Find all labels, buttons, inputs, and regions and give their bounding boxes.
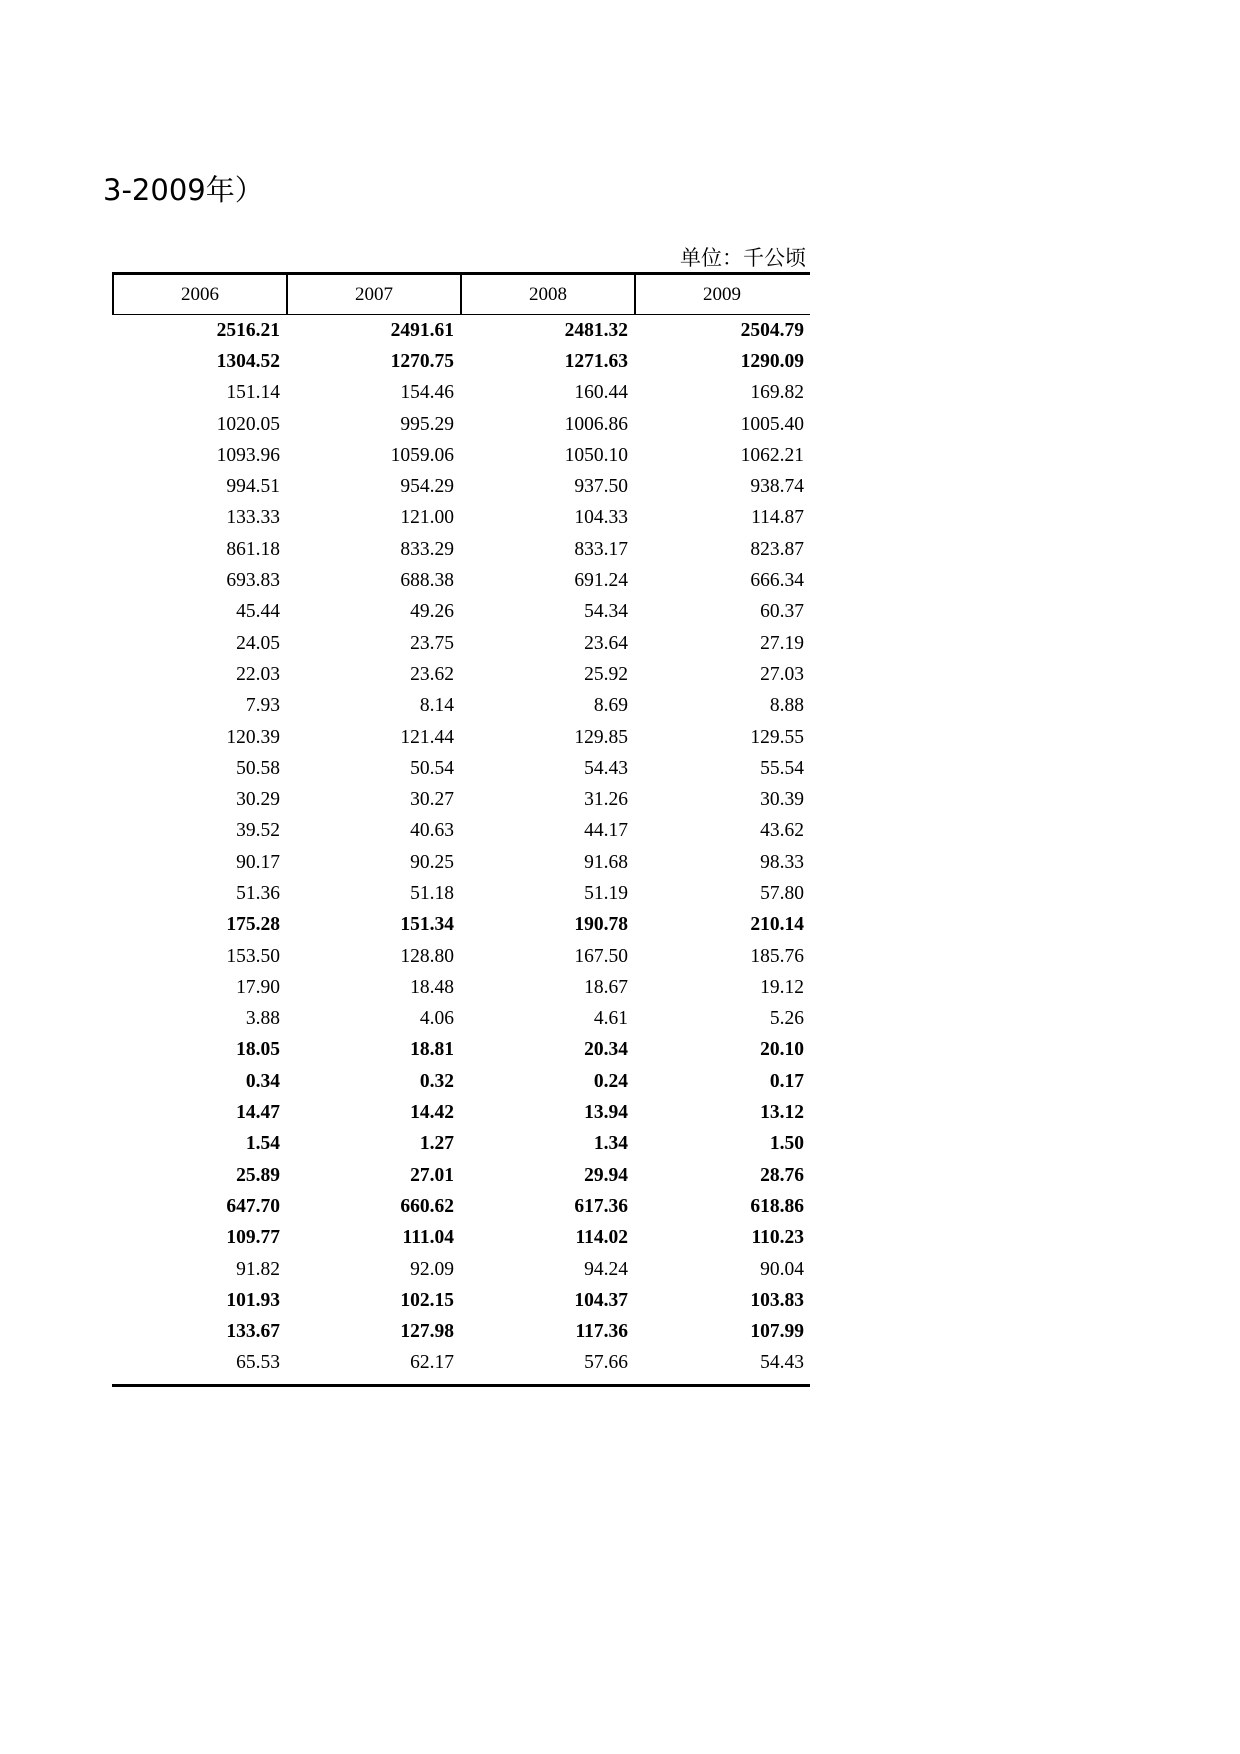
table-cell: 833.29 [400,538,454,560]
table-cell: 30.39 [760,789,804,811]
table-row [112,1223,810,1254]
table-row [112,816,810,847]
table-cell: 109.77 [226,1227,280,1249]
table-cell: 14.42 [410,1102,454,1124]
table-cell: 57.66 [584,1352,628,1374]
table-cell: 937.50 [574,476,628,498]
table-row [112,972,810,1003]
table-row [112,565,810,596]
table-row [112,722,810,753]
table-cell: 90.17 [236,851,280,873]
table-cell: 17.90 [236,976,280,998]
table-cell: 833.17 [574,538,628,560]
table-cell: 8.14 [419,695,454,717]
table-cell: 1062.21 [740,444,804,466]
table-cell: 39.52 [236,820,280,842]
table-row [112,1160,810,1191]
table-cell: 693.83 [226,570,280,592]
table-cell: 114.02 [575,1227,628,1249]
table-cell: 647.70 [226,1195,280,1217]
table-row [112,1129,810,1160]
table-cell: 0.34 [245,1070,280,1092]
table-cell: 104.33 [574,507,628,529]
table-cell: 104.37 [574,1289,628,1311]
table-cell: 1005.40 [740,413,804,435]
table-row [112,315,810,346]
table-row [112,1066,810,1097]
table-row [112,534,810,565]
table-row [112,784,810,815]
table-cell: 954.29 [400,476,454,498]
table-cell: 31.26 [584,789,628,811]
table-cell: 51.19 [584,882,628,904]
table-cell: 129.85 [574,726,628,748]
table-row [112,1317,810,1348]
column-header: 2007 [288,275,462,314]
table-row [112,378,810,409]
table-cell: 50.54 [410,757,454,779]
table-cell: 50.58 [236,757,280,779]
table-cell: 24.05 [236,632,280,654]
table-row [112,753,810,784]
table-cell: 25.89 [236,1164,280,1186]
table-cell: 18.48 [410,976,454,998]
table-cell: 27.19 [760,632,804,654]
table-cell: 1006.86 [564,413,628,435]
table-cell: 91.68 [584,851,628,873]
table-row [112,1285,810,1316]
table-cell: 30.27 [410,789,454,811]
table-cell: 666.34 [750,570,804,592]
table-row [112,597,810,628]
table-cell: 1059.06 [390,444,454,466]
table-cell: 65.53 [236,1352,280,1374]
table-cell: 13.12 [760,1102,804,1124]
table-cell: 92.09 [410,1258,454,1280]
table-cell: 1.54 [245,1133,280,1155]
table-cell: 107.99 [750,1321,804,1343]
table-cell: 660.62 [400,1195,454,1217]
table-row [112,1035,810,1066]
column-header: 2006 [114,275,288,314]
table-cell: 23.64 [584,632,628,654]
table-cell: 29.94 [584,1164,628,1186]
table-cell: 151.34 [400,914,454,936]
table-cell: 129.55 [750,726,804,748]
table-body [112,315,810,1379]
table-cell: 823.87 [750,538,804,560]
table-cell: 18.81 [410,1039,454,1061]
table-cell: 4.06 [419,1008,454,1030]
table-cell: 5.26 [769,1008,804,1030]
table-cell: 27.01 [410,1164,454,1186]
table-cell: 3.88 [245,1008,280,1030]
table-cell: 62.17 [410,1352,454,1374]
table-header [112,272,810,315]
table-row [112,941,810,972]
table-cell: 691.24 [574,570,628,592]
table-cell: 54.43 [584,757,628,779]
table-cell: 1.34 [593,1133,628,1155]
table-cell: 51.18 [410,882,454,904]
table-cell: 169.82 [750,382,804,404]
table-cell: 101.93 [226,1289,280,1311]
table-cell: 127.98 [400,1321,454,1343]
unit-label: 单位：千公顷 [680,246,806,270]
table-cell: 20.34 [584,1039,628,1061]
table-cell: 1290.09 [740,350,804,372]
table-row [112,910,810,941]
table-cell: 0.32 [419,1070,454,1092]
table-row [112,503,810,534]
table-cell: 2481.32 [564,319,628,341]
table-cell: 190.78 [574,914,628,936]
table-row [112,847,810,878]
table-cell: 43.62 [760,820,804,842]
table-cell: 0.17 [769,1070,804,1092]
table-cell: 90.25 [410,851,454,873]
table-row [112,440,810,471]
table-cell: 20.10 [760,1039,804,1061]
table-cell: 18.05 [236,1039,280,1061]
table-cell: 1093.96 [216,444,280,466]
table-cell: 175.28 [226,914,280,936]
table-cell: 40.63 [410,820,454,842]
table-cell: 128.80 [400,945,454,967]
table-row [112,346,810,377]
table-cell: 102.15 [400,1289,454,1311]
table-cell: 103.83 [750,1289,804,1311]
table-cell: 114.87 [751,507,804,529]
table-cell: 7.93 [245,695,280,717]
table-cell: 117.36 [575,1321,628,1343]
table-cell: 4.61 [593,1008,628,1030]
table-cell: 617.36 [574,1195,628,1217]
table-row [112,878,810,909]
table-cell: 19.12 [760,976,804,998]
table-row [112,659,810,690]
table-cell: 13.94 [584,1102,628,1124]
table-row [112,409,810,440]
table-cell: 861.18 [226,538,280,560]
table-cell: 121.00 [400,507,454,529]
table-cell: 1020.05 [216,413,280,435]
page-title: 3-2009年） [103,173,264,207]
table-cell: 995.29 [400,413,454,435]
table-row [112,1254,810,1285]
table-cell: 2504.79 [740,319,804,341]
table-cell: 2491.61 [390,319,454,341]
table-cell: 133.67 [226,1321,280,1343]
table-cell: 151.14 [226,382,280,404]
table-cell: 185.76 [750,945,804,967]
table-cell: 8.69 [593,695,628,717]
table-cell: 133.33 [226,507,280,529]
table-cell: 57.80 [760,882,804,904]
table-cell: 22.03 [236,663,280,685]
table-cell: 25.92 [584,663,628,685]
table-cell: 51.36 [236,882,280,904]
table-cell: 18.67 [584,976,628,998]
table-cell: 60.37 [760,601,804,623]
column-header: 2008 [462,275,636,314]
table-cell: 91.82 [236,1258,280,1280]
table-cell: 0.24 [593,1070,628,1092]
table-cell: 44.17 [584,820,628,842]
table-cell: 210.14 [750,914,804,936]
table-cell: 160.44 [574,382,628,404]
table-cell: 120.39 [226,726,280,748]
table-cell: 1.27 [419,1133,454,1155]
table-cell: 94.24 [584,1258,628,1280]
table-cell: 54.43 [760,1352,804,1374]
table-cell: 1304.52 [216,350,280,372]
table-cell: 938.74 [750,476,804,498]
table-row [112,628,810,659]
table-cell: 28.76 [760,1164,804,1186]
table-row [112,1004,810,1035]
table-cell: 1270.75 [390,350,454,372]
table-cell: 54.34 [584,601,628,623]
table-cell: 111.04 [402,1227,454,1249]
table-cell: 688.38 [400,570,454,592]
table-cell: 1050.10 [564,444,628,466]
table-cell: 8.88 [769,695,804,717]
table-cell: 49.26 [410,601,454,623]
table-row [112,471,810,502]
table-cell: 1271.63 [564,350,628,372]
table-cell: 55.54 [760,757,804,779]
table-cell: 2516.21 [216,319,280,341]
table-cell: 154.46 [400,382,454,404]
table-cell: 45.44 [236,601,280,623]
table-cell: 1.50 [769,1133,804,1155]
table-cell: 994.51 [226,476,280,498]
table-cell: 30.29 [236,789,280,811]
table-cell: 27.03 [760,663,804,685]
table-cell: 110.23 [751,1227,804,1249]
table-cell: 618.86 [750,1195,804,1217]
table-cell: 121.44 [400,726,454,748]
table-row [112,1348,810,1379]
table-bottom-rule [112,1384,810,1387]
table-cell: 14.47 [236,1102,280,1124]
table-row [112,1097,810,1128]
table-row [112,691,810,722]
table-cell: 23.62 [410,663,454,685]
table-cell: 153.50 [226,945,280,967]
table-cell: 98.33 [760,851,804,873]
column-header: 2009 [703,283,741,305]
table-row [112,1191,810,1222]
table-cell: 167.50 [574,945,628,967]
table-cell: 23.75 [410,632,454,654]
table-cell: 90.04 [760,1258,804,1280]
